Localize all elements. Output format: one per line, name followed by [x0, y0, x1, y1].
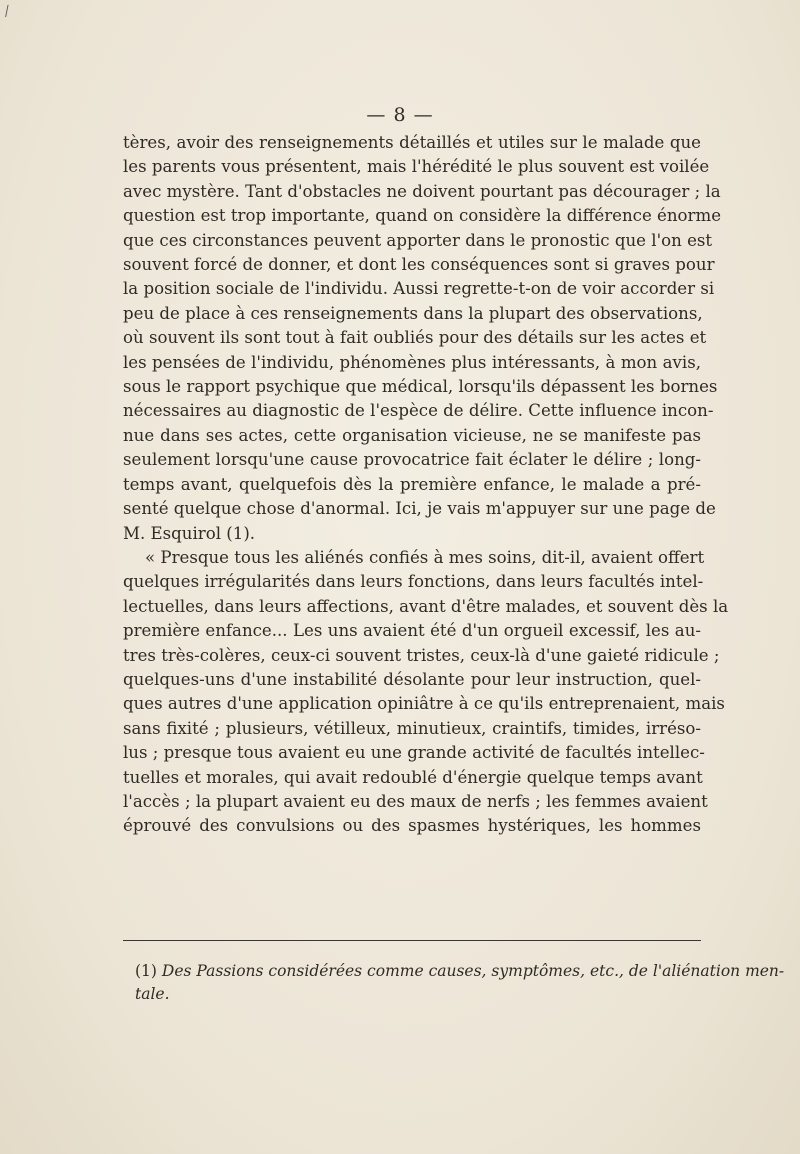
text-line: avec mystère. Tant d'obstacles ne doivent pourtant pas décourager ; la	[123, 181, 721, 201]
text-line: temps avant, quelquefois dès la première enfance, le malade a pré-	[123, 474, 701, 494]
text-line: première enfance... Les uns avaient été d'un orgueil excessif, les au-	[123, 621, 701, 641]
footnote-line: tale.	[135, 985, 170, 1003]
text-line: senté quelque chose d'anormal. Ici, je vais m'appuyer sur une page de	[123, 499, 716, 519]
text-line: les parents vous présentent, mais l'hérédité le plus souvent est voilée	[123, 157, 710, 177]
text-line: tuelles et morales, qui avait redoublé d'énergie quelque temps avant	[123, 767, 703, 787]
text-line: tres très-colères, ceux-ci souvent tristes, ceux-là d'une gaieté ridicule ;	[123, 645, 720, 665]
text-line: « Presque tous les aliénés confiés à mes soins, dit-il, avaient offert	[145, 547, 705, 567]
corner-mark: ⁄	[3, 4, 12, 20]
text-line: question est trop importante, quand on considère la différence énorme	[123, 206, 722, 226]
text-line: où souvent ils sont tout à fait oubliés pour des détails sur les actes et	[123, 328, 707, 348]
text-line: tères, avoir des renseignements détaillés et utiles sur le malade que	[123, 133, 701, 152]
text-line: nue dans ses actes, cette organisation vicieuse, ne se manifeste pas	[123, 425, 701, 445]
text-line: la position sociale de l'individu. Aussi regrette-t-on de voir accorder si	[123, 279, 715, 299]
text-line: sous le rapport psychique que médical, lorsqu'ils dépassent les bornes	[123, 377, 718, 397]
text-line: quelques-uns d'une instabilité désolante pour leur instruction, quel-	[123, 669, 701, 689]
footnote	[135, 960, 785, 1006]
text-line: l'accès ; la plupart avaient eu des maux de nerfs ; les femmes avaient	[123, 791, 708, 811]
text-line: peu de place à ces renseignements dans la plupart des observations,	[123, 303, 703, 323]
text-line: lus ; presque tous avaient eu une grande activité de facultés intellec-	[123, 743, 705, 763]
text-line: ques autres d'une application opiniâtre à ce qu'ils entreprenaient, mais	[123, 694, 725, 714]
text-line: seulement lorsqu'une cause provocatrice fait éclater le délire ; long-	[123, 450, 701, 470]
footnote-ref: (1)	[135, 962, 157, 980]
body-text	[123, 131, 729, 839]
text-line: que ces circonstances peuvent apporter dans le pronostic que l'on est	[123, 230, 713, 250]
text-line: les pensées de l'individu, phénomènes plus intéressants, à mon avis,	[123, 352, 701, 372]
text-line: lectuelles, dans leurs affections, avant d'être malades, et souvent dès la	[123, 596, 729, 616]
text-line: sans fixité ; plusieurs, vétilleux, minutieux, craintifs, timides, irréso-	[123, 718, 701, 738]
text-line: souvent forcé de donner, et dont les conséquences sont si graves pour	[123, 255, 715, 275]
text-line: quelques irrégularités dans leurs fonctions, dans leurs facultés intel-	[123, 572, 704, 592]
text-line: nécessaires au diagnostic de l'espèce de délire. Cette influence incon-	[123, 401, 714, 421]
footnote-text: Des Passions considérées comme causes, symptômes, etc., de l'aliénation men-	[161, 962, 785, 980]
text-line: M. Esquirol (1).	[123, 523, 256, 543]
page-number: — 8 —	[366, 104, 434, 126]
footnote-line	[135, 960, 785, 983]
text-line: éprouvé des convulsions ou des spasmes hystériques, les hommes	[123, 816, 701, 836]
footnote-divider	[123, 940, 701, 941]
